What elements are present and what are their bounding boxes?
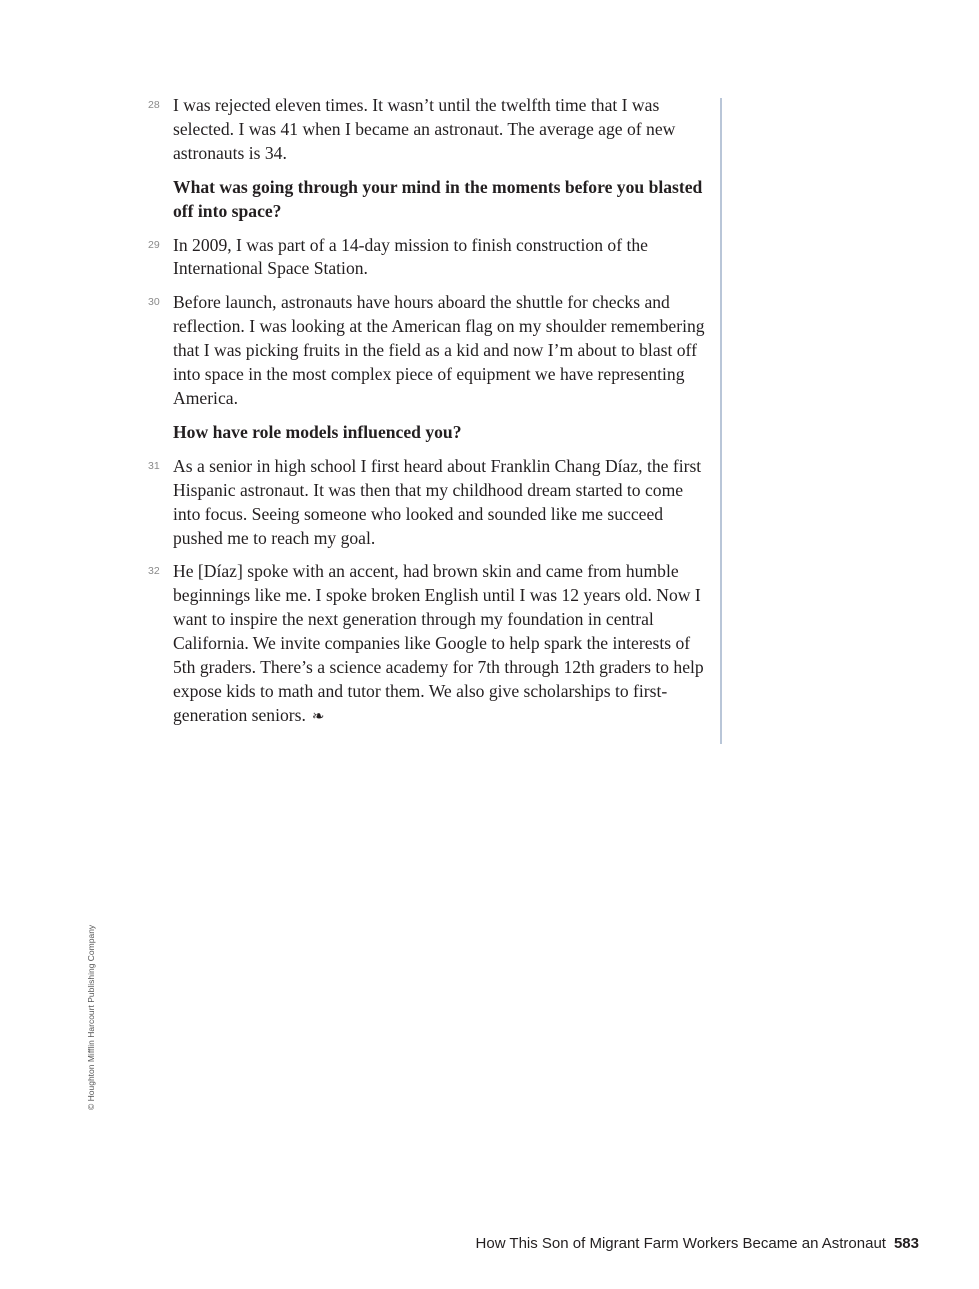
article-body (145, 94, 710, 740)
paragraph-text: He [Díaz] spoke with an accent, had brown skin and came from humble beginnings like me. I spoke broken English until I was 12 years old. Now I want to inspire the next generation through my foundation in central California. We invite companies like Google to help spark the interests of 5th graders. There’s a science academy for 7th through 12th graders to help expose kids to math and tutor them. We also give scholarships to first-generation seniors. (173, 561, 704, 725)
copyright-notice: © Houghton Mifflin Harcourt Publishing Company (86, 924, 96, 1110)
paragraph-28 (145, 94, 710, 166)
paragraph-text: As a senior in high school I first heard about Franklin Chang Díaz, the first Hispanic astronaut. It was then that my childhood dream started to come into focus. Seeing someone who looked and sounded like me succeed pushed me to reach my goal. (173, 455, 702, 548)
paragraph-number: 30 (148, 296, 160, 309)
paragraph-text: In 2009, I was part of a 14-day mission to finish construction of the International Space Station. (173, 234, 648, 279)
end-of-article-icon: ❧ (311, 708, 325, 725)
paragraph-text: I was rejected eleven times. It wasn’t until the twelfth time that I was selected. I was 41 when I became an astronaut. The average age of new astronauts is 34. (173, 95, 676, 163)
paragraph-number: 28 (148, 99, 160, 111)
paragraph-32 (145, 560, 710, 729)
paragraph-number: 29 (148, 238, 160, 251)
page-footer (476, 1235, 919, 1252)
paragraph-number: 32 (148, 565, 160, 578)
interview-question: How have role models influenced you? (173, 421, 462, 442)
page-number: 583 (893, 1235, 919, 1252)
margin-rule (720, 98, 722, 744)
footer-title: How This Son of Migrant Farm Workers Became an Astronaut (475, 1235, 886, 1252)
paragraph-30 (145, 291, 710, 411)
paragraph-29 (145, 234, 710, 282)
paragraph-number: 31 (148, 459, 160, 472)
interview-question: What was going through your mind in the moments before you blasted off into space? (173, 176, 703, 221)
paragraph-31 (145, 455, 710, 551)
paragraph-text: Before launch, astronauts have hours aboard the shuttle for checks and reflection. I was looking at the American flag on my shoulder remembering that I was picking fruits in the field as a kid and now I’m about to blast off into space in the most complex piece of equipment we have representing America. (173, 292, 705, 408)
